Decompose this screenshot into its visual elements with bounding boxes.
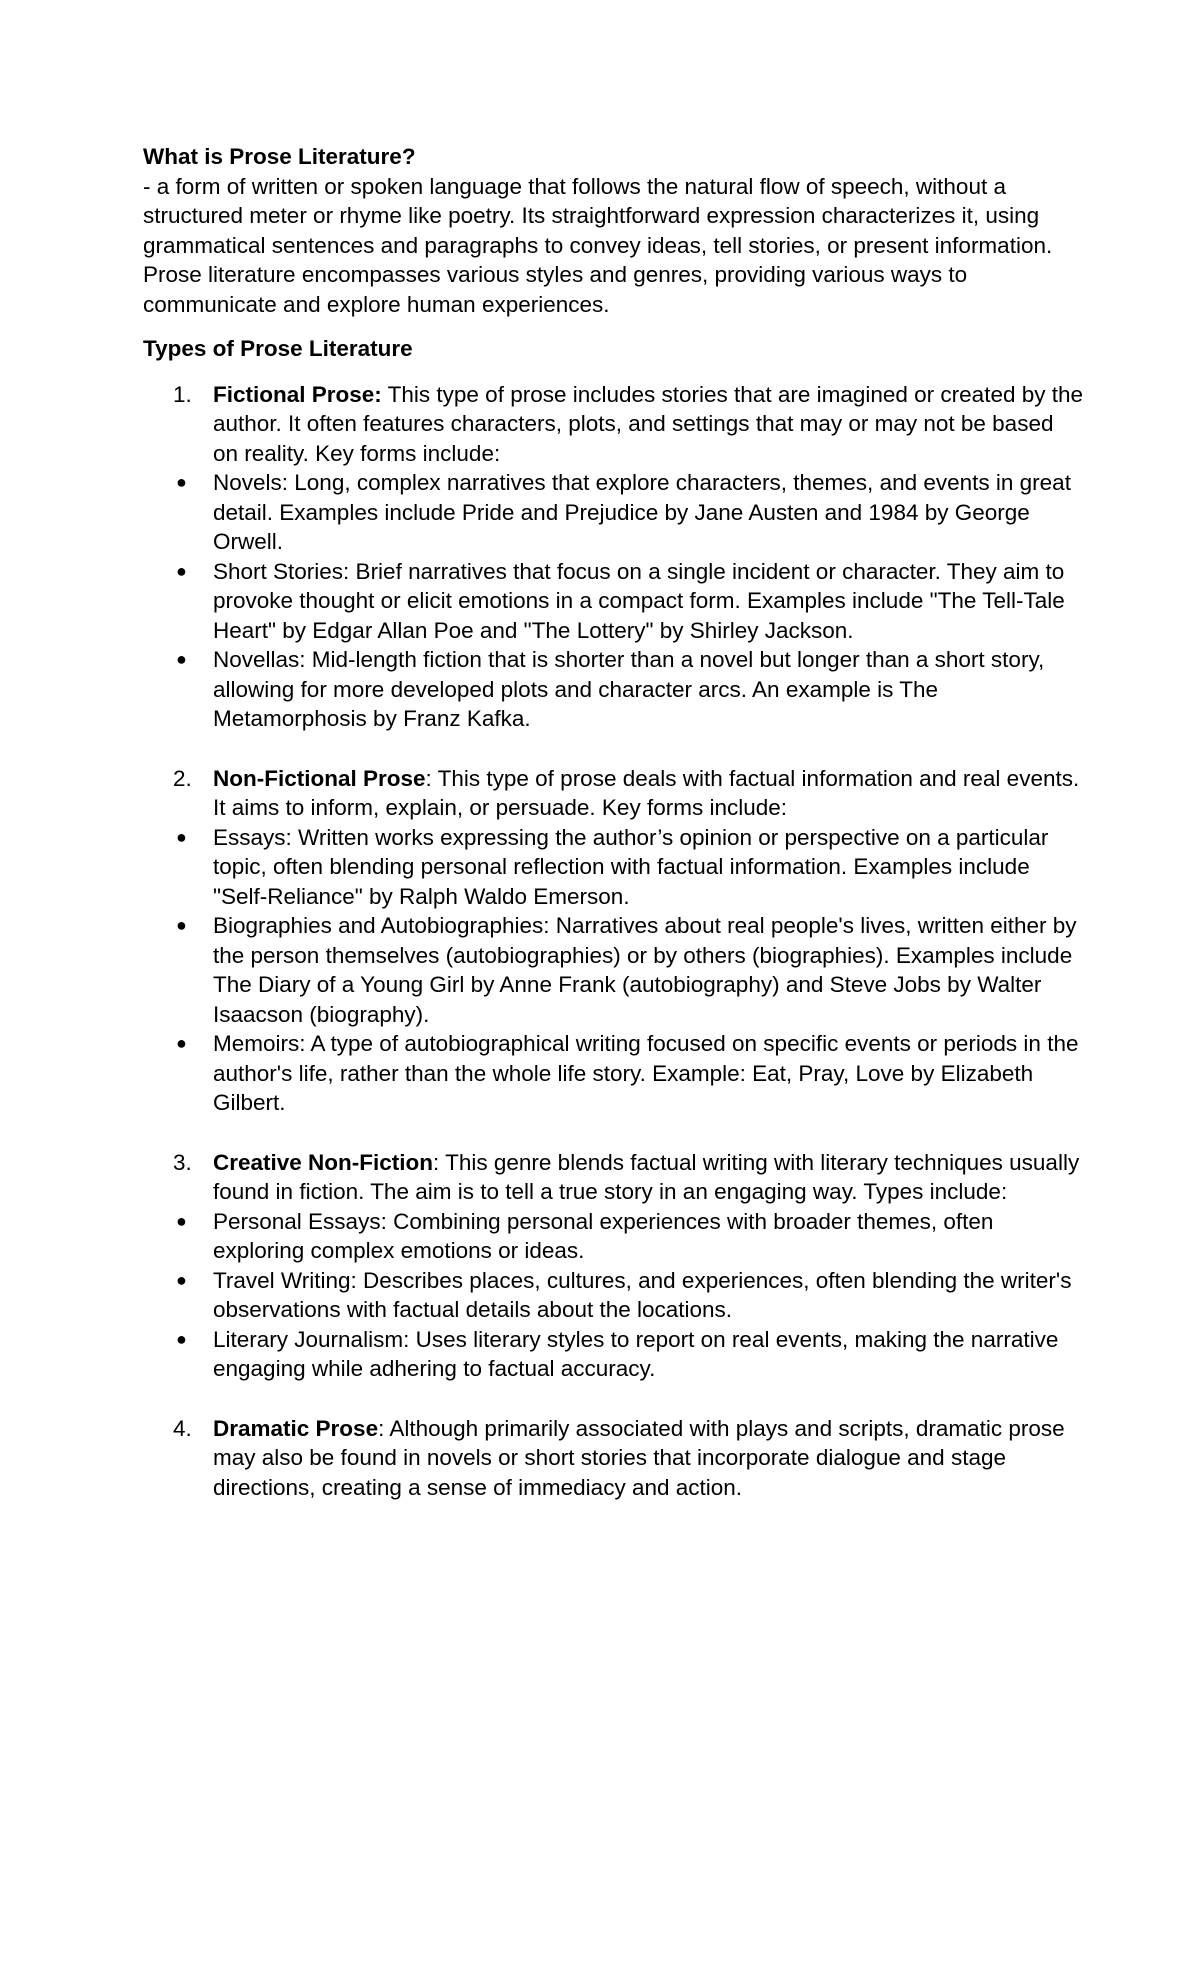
- bullet-icon: ●: [176, 1269, 187, 1290]
- section-term: Dramatic Prose: [213, 1415, 379, 1441]
- page-title: What is Prose Literature?: [143, 144, 416, 169]
- list-section-dramatic-prose: [143, 1414, 1083, 1503]
- bullet-icon: ●: [176, 1328, 187, 1349]
- list-item-text: Literary Journalism: Uses literary styles to report on real events, making the narrative engaging while adhering to factual accuracy.: [213, 1326, 1059, 1381]
- list-item: [143, 1029, 1083, 1118]
- list-item-text: Memoirs: A type of autobiographical writing focused on specific events or periods in the author's life, rather than the whole life story. Example: Eat, Pray, Love by Elizabeth Gilbert.: [213, 1031, 1079, 1115]
- list-item-text: Novellas: Mid-length fiction that is shorter than a novel but longer than a short story, allowing for more developed plots and character arcs. An example is The Metamorphosis by Franz Kafka.: [213, 647, 1045, 731]
- section-description: [213, 764, 1083, 823]
- bullet-icon: ●: [176, 560, 187, 581]
- section-description: [213, 380, 1083, 469]
- section-description: [213, 1414, 1083, 1503]
- bullet-icon: ●: [176, 1033, 187, 1053]
- list-item: [143, 645, 1083, 734]
- section-text: This type of prose includes stories that are imagined or created by the author. It often features characters, plots, and settings that may or may not be based on reality. Key forms include:: [213, 381, 1084, 466]
- list-item: [143, 823, 1083, 912]
- list-section-fictional-prose: [143, 380, 1083, 469]
- list-number: 2.: [173, 765, 192, 791]
- list-number: 1.: [173, 381, 192, 407]
- section-term: Creative Non-Fiction: [213, 1149, 434, 1175]
- bullet-icon: ●: [176, 472, 187, 492]
- list-section-creative-non-fiction: [143, 1148, 1083, 1207]
- list-item-text: Biographies and Autobiographies: Narratives about real people's lives, written either by the person themselves (autobiographies) or by others (biographies). Examples include The Diary of a Young Girl by Anne Frank (autobiography) and Steve Jobs by Walter Isaacson (biography).: [213, 913, 1077, 1027]
- bullet-icon: ●: [176, 1210, 187, 1231]
- section-term: Fictional Prose:: [213, 381, 382, 407]
- section-description: [213, 1148, 1083, 1207]
- section-heading: Types of Prose Literature: [143, 336, 413, 361]
- section-text: : Although primarily associated with plays and scripts, dramatic prose may also be found in novels or short stories that incorporate dialogue and stage directions, creating a sense of immediacy and action.: [213, 1415, 1065, 1500]
- list-item-text: Novels: Long, complex narratives that explore characters, themes, and events in great detail. Examples include Pride and Prejudice by Jane Austen and 1984 by George Orwell.: [213, 470, 1071, 554]
- list-item-text: Personal Essays: Combining personal experiences with broader themes, often exploring complex emotions or ideas.: [213, 1208, 994, 1263]
- list-item: [143, 1266, 1083, 1325]
- list-number: 4.: [173, 1415, 192, 1441]
- intro-paragraph: - a form of written or spoken language that follows the natural flow of speech, without a structured meter or rhyme like poetry. Its straightforward expression characterizes it, using grammatical sentences and paragraphs to convey ideas, tell stories, or present information. Prose literature encompasses various styles and genres, providing various ways to communicate and explore human experiences.: [143, 173, 1053, 317]
- list-item: [143, 1207, 1083, 1266]
- list-section-non-fictional-prose: [143, 764, 1083, 823]
- list-item: [143, 1325, 1083, 1384]
- list-item-text: Short Stories: Brief narratives that focus on a single incident or character. They aim to provoke thought or elicit emotions in a compact form. Examples include "The Tell-Tale Heart" by Edgar Allan Poe and "The Lottery" by Shirley Jackson.: [213, 558, 1065, 643]
- list-item-text: Essays: Written works expressing the author’s opinion or perspective on a particular topic, often blending personal reflection with factual information. Examples include "Self-Reliance" by Ralph Waldo Emerson.: [213, 824, 1049, 909]
- list-number: 3.: [173, 1149, 192, 1175]
- section-text: : This genre blends factual writing with literary techniques usually found in fiction. The aim is to tell a true story in an engaging way. Types include:: [213, 1149, 1080, 1204]
- section-text: : This type of prose deals with factual information and real events. It aims to inform, explain, or persuade. Key forms include:: [213, 765, 1080, 820]
- list-item: [143, 911, 1083, 1029]
- section-term: Non-Fictional Prose: [213, 765, 426, 791]
- bullet-icon: ●: [176, 915, 187, 935]
- bullet-icon: ●: [176, 649, 187, 669]
- bullet-icon: ●: [176, 826, 187, 847]
- document-page: [143, 142, 1083, 1502]
- list-item-text: Travel Writing: Describes places, cultures, and experiences, often blending the writer's observations with factual details about the locations.: [213, 1267, 1072, 1322]
- list-item: [143, 557, 1083, 646]
- list-item: [143, 468, 1083, 557]
